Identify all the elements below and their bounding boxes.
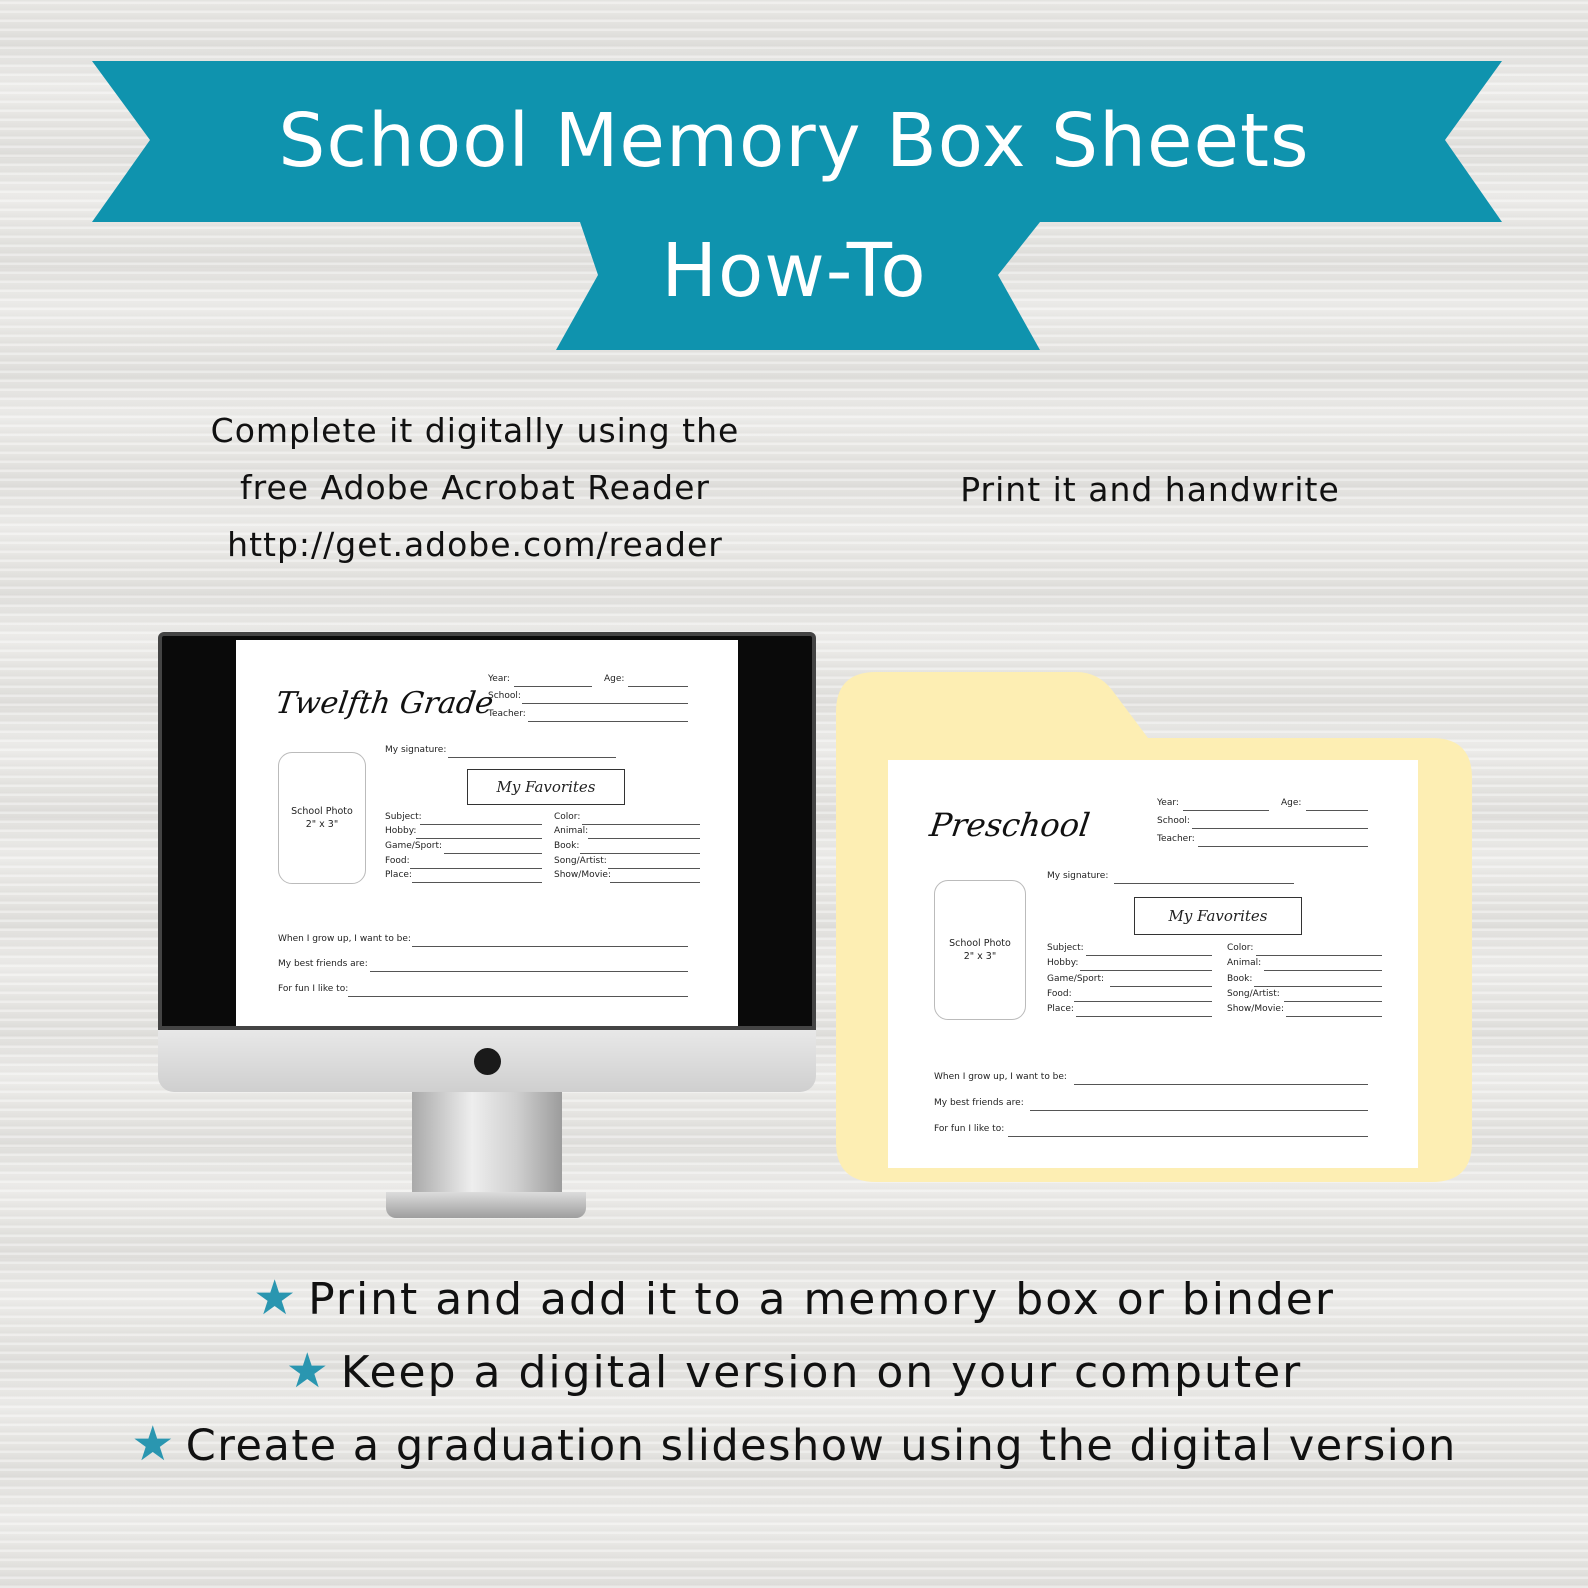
- left-caption-line2: free Adobe Acrobat Reader: [240, 468, 710, 507]
- monitor-photo-line1: School Photo: [291, 806, 353, 817]
- folder-fav-left-1: Hobby:: [1047, 958, 1079, 968]
- monitor-school-label: School:: [488, 691, 521, 701]
- banner-title-line2: How-To: [661, 228, 927, 314]
- monitor-sheet-title: Twelfth Grade: [273, 686, 496, 721]
- monitor-camera-dot: [474, 1048, 501, 1075]
- monitor-signature-line: [448, 757, 616, 758]
- left-caption: [160, 402, 790, 573]
- monitor-fav-left-line-2: [444, 853, 542, 854]
- monitor-fav-left-line-4: [412, 882, 542, 883]
- monitor-fav-right-1: Animal:: [554, 826, 589, 836]
- folder-photo-line2: 2" x 3": [963, 951, 997, 962]
- folder-friends-label: My best friends are:: [934, 1098, 1024, 1108]
- monitor-fav-right-0: Color:: [554, 812, 581, 822]
- folder-year-label: Year:: [1157, 798, 1179, 808]
- monitor-photo-line2: 2" x 3": [305, 819, 339, 830]
- folder-fav-left-line-3: [1074, 1001, 1212, 1002]
- monitor-fav-right-line-2: [580, 853, 700, 854]
- folder-teacher-label: Teacher:: [1157, 834, 1195, 844]
- monitor-grow-up-label: When I grow up, I want to be:: [278, 934, 411, 944]
- bullet-1-text: Print and add it to a memory box or binder: [308, 1274, 1335, 1325]
- folder-fav-right-line-2: [1254, 986, 1382, 987]
- folder-fav-left-3: Food:: [1047, 989, 1072, 999]
- folder-grow-up-line: [1074, 1084, 1368, 1085]
- folder-fav-left-0: Subject:: [1047, 943, 1084, 953]
- star-icon: ★: [253, 1270, 299, 1326]
- folder-school-line: [1192, 828, 1368, 829]
- monitor-fav-right-line-0: [582, 824, 700, 825]
- monitor-fav-right-line-4: [610, 882, 700, 883]
- star-icon: ★: [285, 1343, 331, 1399]
- monitor: [158, 632, 816, 1222]
- folder-teacher-line: [1198, 846, 1368, 847]
- folder-fav-right-line-3: [1284, 1001, 1382, 1002]
- folder-signature-label: My signature:: [1047, 871, 1109, 881]
- monitor-fav-left-line-1: [416, 838, 542, 839]
- folder-fav-left-line-4: [1076, 1016, 1212, 1017]
- folder-age-label: Age:: [1281, 798, 1302, 808]
- left-caption-line1: Complete it digitally using the: [210, 411, 740, 450]
- folder-fun-line: [1008, 1136, 1368, 1137]
- folder-fav-left-line-0: [1086, 955, 1212, 956]
- folder-fav-right-line-1: [1264, 970, 1382, 971]
- monitor-fav-left-2: Game/Sport:: [385, 841, 443, 851]
- monitor-year-line: [514, 686, 592, 687]
- monitor-fav-left-line-3: [410, 868, 542, 869]
- monitor-fav-left-0: Subject:: [385, 812, 422, 822]
- monitor-fav-right-2: Book:: [554, 841, 580, 851]
- folder-signature-line: [1114, 883, 1294, 884]
- monitor-school-line: [522, 703, 688, 704]
- folder-fav-left-2: Game/Sport:: [1047, 974, 1105, 984]
- bullet-2-text: Keep a digital version on your computer: [340, 1347, 1303, 1398]
- monitor-fav-right-3: Song/Artist:: [554, 856, 607, 866]
- bullet-3: [0, 1416, 1588, 1472]
- monitor-teacher-label: Teacher:: [488, 709, 526, 719]
- monitor-fav-right-line-3: [608, 868, 700, 869]
- monitor-photo-box: [278, 752, 366, 884]
- folder-photo-box: [934, 880, 1026, 1020]
- folder-fav-right-line-0: [1256, 955, 1382, 956]
- folder-fav-right-2: Book:: [1227, 974, 1253, 984]
- monitor-teacher-line: [528, 721, 688, 722]
- folder-age-line: [1306, 810, 1368, 811]
- monitor-fun-line: [348, 996, 688, 997]
- monitor-stand: [412, 1092, 562, 1196]
- bullet-2: [0, 1343, 1588, 1399]
- monitor-sheet: [236, 640, 738, 1026]
- banner-title-line1: School Memory Box Sheets: [278, 98, 1310, 184]
- folder-grow-up-label: When I grow up, I want to be:: [934, 1072, 1067, 1082]
- folder-school-label: School:: [1157, 816, 1190, 826]
- monitor-year-label: Year:: [488, 674, 510, 684]
- folder-fav-left-4: Place:: [1047, 1004, 1074, 1014]
- monitor-favorites-box: My Favorites: [467, 769, 625, 805]
- monitor-stand-base: [386, 1192, 586, 1218]
- bullet-3-text: Create a graduation slideshow using the digital version: [185, 1421, 1457, 1471]
- monitor-fav-left-line-0: [420, 824, 542, 825]
- folder-photo-line1: School Photo: [949, 938, 1011, 949]
- monitor-signature-label: My signature:: [385, 745, 447, 755]
- monitor-friends-line: [370, 971, 688, 972]
- right-caption: Print it and handwrite: [960, 470, 1340, 509]
- folder-fav-left-line-1: [1080, 970, 1212, 971]
- folder-sheet: [888, 760, 1418, 1168]
- left-caption-link[interactable]: http://get.adobe.com/reader: [227, 525, 723, 564]
- folder-fav-right-1: Animal:: [1227, 958, 1262, 968]
- folder-friends-line: [1030, 1110, 1368, 1111]
- monitor-fav-left-4: Place:: [385, 870, 412, 880]
- folder-fun-label: For fun I like to:: [934, 1124, 1005, 1134]
- monitor-friends-label: My best friends are:: [278, 959, 368, 969]
- folder-fav-right-4: Show/Movie:: [1227, 1004, 1284, 1014]
- folder-sheet-title: Preschool: [927, 806, 1093, 844]
- monitor-fav-left-3: Food:: [385, 856, 410, 866]
- monitor-fav-left-1: Hobby:: [385, 826, 417, 836]
- monitor-fun-label: For fun I like to:: [278, 984, 349, 994]
- folder-favorites-box: My Favorites: [1134, 897, 1302, 935]
- folder-fav-right-3: Song/Artist:: [1227, 989, 1280, 999]
- monitor-age-line: [628, 686, 688, 687]
- monitor-fav-right-line-1: [588, 838, 700, 839]
- monitor-age-label: Age:: [604, 674, 625, 684]
- folder-fav-left-line-2: [1110, 986, 1212, 987]
- folder-year-line: [1183, 810, 1269, 811]
- folder-fav-right-line-4: [1286, 1016, 1382, 1017]
- monitor-fav-right-4: Show/Movie:: [554, 870, 611, 880]
- monitor-grow-up-line: [412, 946, 688, 947]
- folder-fav-right-0: Color:: [1227, 943, 1254, 953]
- star-icon: ★: [131, 1416, 176, 1472]
- bullet-1: [0, 1270, 1588, 1326]
